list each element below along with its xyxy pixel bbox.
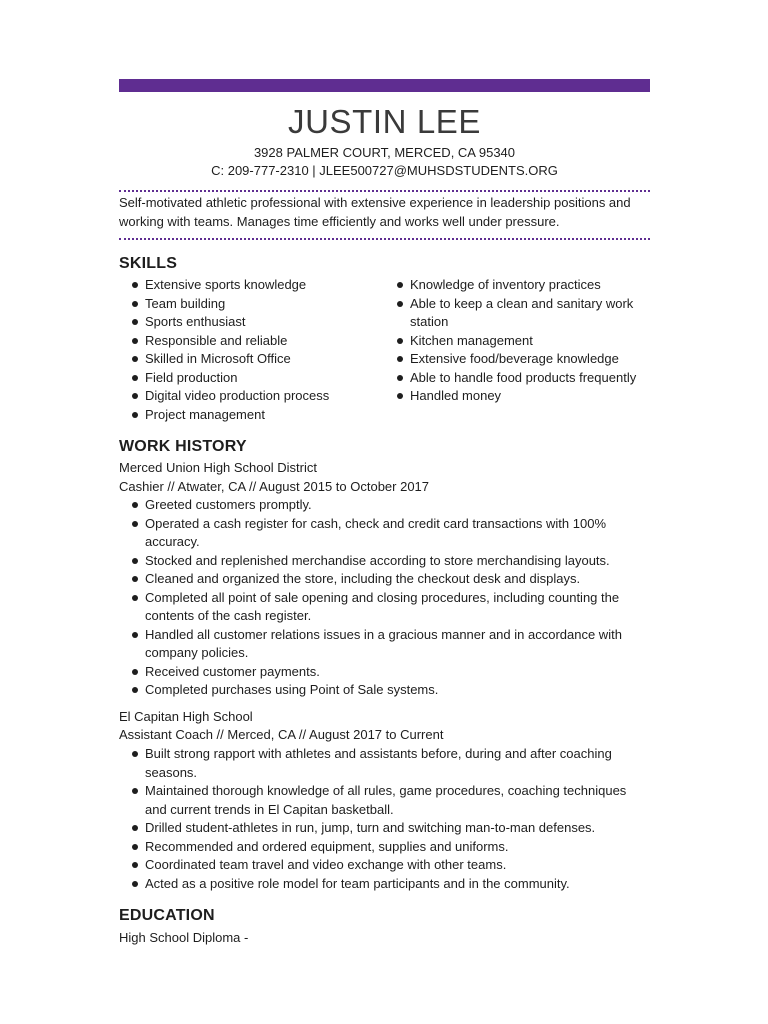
bullet-icon: [397, 338, 403, 344]
bullet-icon: [397, 282, 403, 288]
bullet-icon: [132, 862, 138, 868]
job-duty-item: Stocked and replenished merchandise according to store merchandising layouts.: [119, 552, 650, 571]
bullet-icon: [397, 301, 403, 307]
skill-item: Field production: [119, 369, 384, 388]
skill-item: Handled money: [384, 387, 654, 406]
bullet-icon: [132, 502, 138, 508]
bullet-icon: [132, 393, 138, 399]
job-organization: El Capitan High School: [119, 709, 253, 724]
job-duty-item: Greeted customers promptly.: [119, 496, 650, 515]
job-duty-item: Drilled student-athletes in run, jump, turn and switching man-to-man defenses.: [119, 819, 650, 838]
bullet-icon: [132, 576, 138, 582]
job-title-location-dates: Assistant Coach // Merced, CA // August 2017 to Current: [119, 727, 444, 742]
job-duties-list: [119, 496, 650, 700]
job-duty-item: Coordinated team travel and video exchange with other teams.: [119, 856, 650, 875]
skill-item: Extensive food/beverage knowledge: [384, 350, 654, 369]
work-history-heading: WORK HISTORY: [119, 438, 247, 455]
job-duties-list: [119, 745, 650, 893]
bullet-icon: [132, 558, 138, 564]
job-duty-item: Cleaned and organized the store, including the checkout desk and displays.: [119, 570, 650, 589]
job-duty-item: Recommended and ordered equipment, supplies and uniforms.: [119, 838, 650, 857]
bullet-icon: [132, 412, 138, 418]
bullet-icon: [397, 393, 403, 399]
phone-email-line: C: 209-777-2310 | JLEE500727@MUHSDSTUDENTS.ORG: [211, 163, 558, 178]
divider-top: [119, 190, 650, 192]
bullet-icon: [132, 844, 138, 850]
bullet-icon: [397, 375, 403, 381]
bullet-icon: [132, 669, 138, 675]
skill-item: Knowledge of inventory practices: [384, 276, 654, 295]
header-accent-bar: [119, 79, 650, 92]
job-title-location-dates: Cashier // Atwater, CA // August 2015 to October 2017: [119, 479, 430, 494]
skill-item: Sports enthusiast: [119, 313, 384, 332]
bullet-icon: [132, 521, 138, 527]
skill-item: Responsible and reliable: [119, 332, 384, 351]
professional-summary: Self-motivated athletic professional with extensive experience in leadership positions and working with teams. Manages time efficiently and works well under pressure.: [119, 195, 631, 229]
skills-list-right: [384, 276, 654, 406]
divider-bottom: [119, 238, 650, 240]
bullet-icon: [132, 595, 138, 601]
bullet-icon: [132, 825, 138, 831]
education-heading: EDUCATION: [119, 907, 215, 924]
job-organization: Merced Union High School District: [119, 460, 317, 475]
skill-item: Skilled in Microsoft Office: [119, 350, 384, 369]
bullet-icon: [132, 751, 138, 757]
skills-heading: SKILLS: [119, 255, 178, 272]
job-duty-item: Built strong rapport with athletes and assistants before, during and after coaching seasons.: [119, 745, 650, 782]
job-duty-item: Operated a cash register for cash, check and credit card transactions with 100% accuracy.: [119, 515, 650, 552]
candidate-name: JUSTIN LEE: [287, 103, 482, 140]
job-duty-item: Received customer payments.: [119, 663, 650, 682]
address-line: 3928 PALMER COURT, MERCED, CA 95340: [253, 145, 516, 160]
bullet-icon: [132, 375, 138, 381]
skill-item: Kitchen management: [384, 332, 654, 351]
job-duty-item: Completed all point of sale opening and closing procedures, including counting the contents of the cash register.: [119, 589, 650, 626]
skill-item: Able to handle food products frequently: [384, 369, 654, 388]
bullet-icon: [132, 881, 138, 887]
bullet-icon: [132, 788, 138, 794]
education-entry: High School Diploma -: [119, 930, 249, 945]
skill-item: Extensive sports knowledge: [119, 276, 384, 295]
job-duty-item: Handled all customer relations issues in a gracious manner and in accordance with company policies.: [119, 626, 650, 663]
job-duty-item: Acted as a positive role model for team participants and in the community.: [119, 875, 650, 894]
bullet-icon: [132, 338, 138, 344]
skill-item: Able to keep a clean and sanitary work station: [384, 295, 654, 332]
bullet-icon: [397, 356, 403, 362]
bullet-icon: [132, 319, 138, 325]
bullet-icon: [132, 356, 138, 362]
skill-item: Team building: [119, 295, 384, 314]
bullet-icon: [132, 282, 138, 288]
skills-list-left: [119, 276, 384, 424]
skill-item: Digital video production process: [119, 387, 384, 406]
bullet-icon: [132, 301, 138, 307]
skill-item: Project management: [119, 406, 384, 425]
job-duty-item: Completed purchases using Point of Sale systems.: [119, 681, 650, 700]
bullet-icon: [132, 632, 138, 638]
bullet-icon: [132, 687, 138, 693]
job-duty-item: Maintained thorough knowledge of all rules, game procedures, coaching techniques and current trends in El Capitan basketball.: [119, 782, 650, 819]
